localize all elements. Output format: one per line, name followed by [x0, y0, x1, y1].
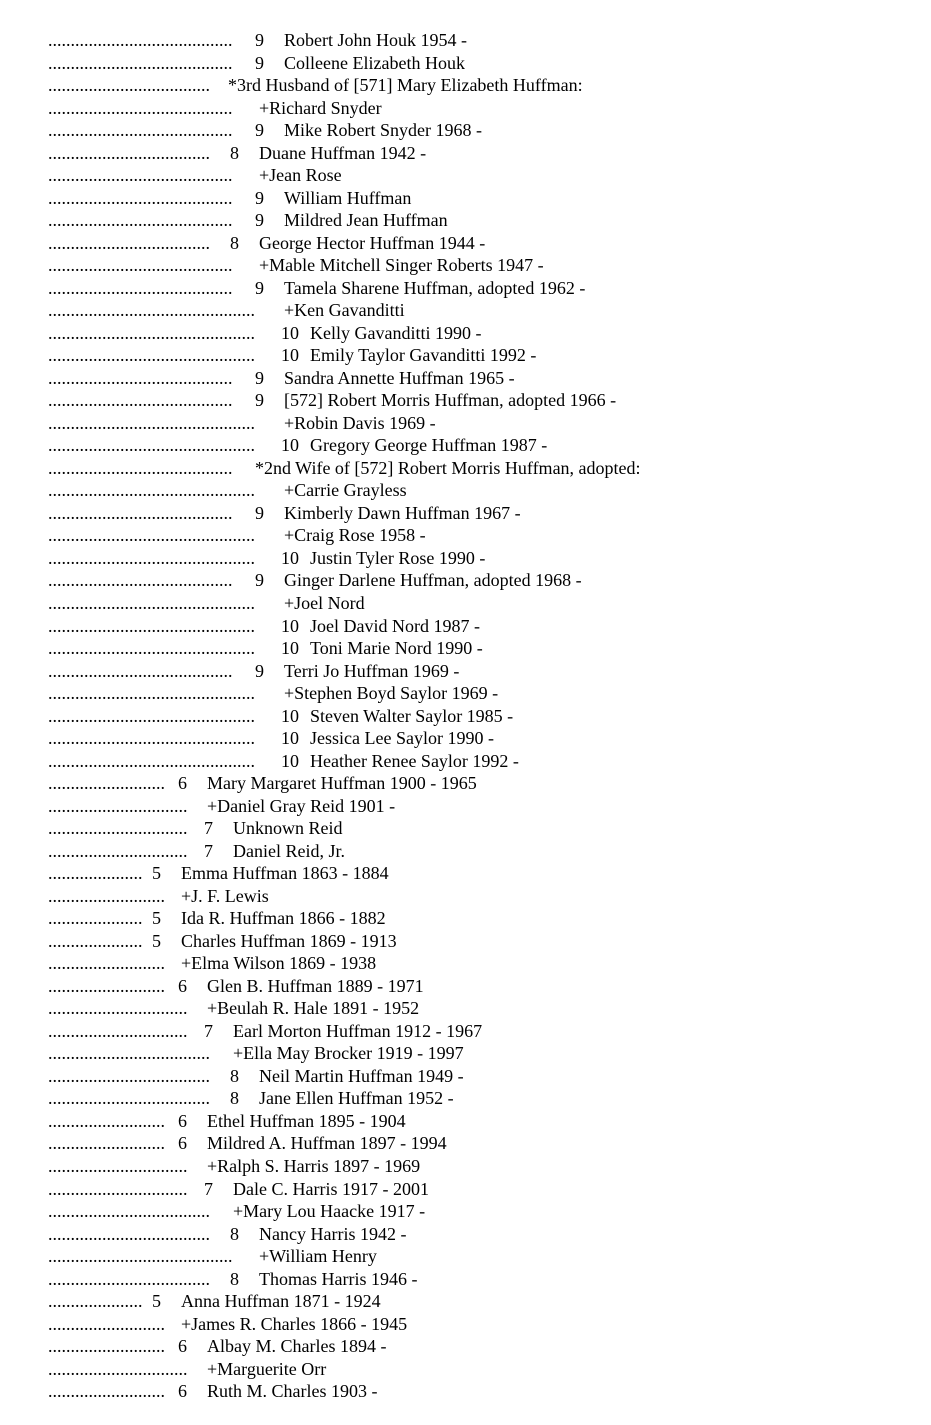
generation-number: 6 — [178, 1133, 187, 1154]
dot-leader: .............................................. — [48, 300, 255, 321]
generation-number: 5 — [152, 930, 161, 951]
spouse-name: +Daniel Gray Reid 1901 - — [207, 795, 396, 816]
spouse-name: +Elma Wilson 1869 - 1938 — [181, 953, 377, 974]
generation-number: 7 — [204, 1020, 213, 1041]
person-name: Heather Renee Saylor 1992 - — [310, 750, 519, 771]
dot-leader: ......................................... — [48, 97, 233, 118]
dot-leader: ..................... — [48, 930, 143, 951]
spouse-name: +Ken Gavanditti — [284, 300, 405, 321]
person-name: Mike Robert Snyder 1968 - — [284, 120, 482, 141]
generation-number: 9 — [255, 660, 264, 681]
spouse-name: +Ralph S. Harris 1897 - 1969 — [207, 1156, 421, 1176]
generation-number: 9 — [255, 52, 264, 73]
person-name: Dale C. Harris 1917 - 2001 — [233, 1178, 429, 1199]
person-name: William Huffman — [284, 187, 412, 208]
dot-leader: .......................... — [48, 1381, 165, 1402]
person-name: Mildred Jean Huffman — [284, 210, 448, 231]
generation-number: 8 — [230, 1268, 239, 1289]
spouse-name: +Beulah R. Hale 1891 - 1952 — [207, 998, 420, 1019]
person-name: Robert John Houk 1954 - — [284, 30, 467, 50]
dot-leader: .................................... — [48, 1043, 210, 1064]
dot-leader: ......................................... — [48, 390, 233, 411]
person-name: Anna Huffman 1871 - 1924 — [181, 1291, 381, 1312]
dot-leader: ......................................... — [48, 187, 233, 208]
generation-number: 10 — [281, 345, 299, 366]
dot-leader: ............................... — [48, 840, 188, 861]
dot-leader: .............................................. — [48, 728, 255, 749]
dot-leader: ......................................... — [48, 660, 233, 681]
person-name: Emily Taylor Gavanditti 1992 - — [310, 345, 537, 366]
dot-leader: .......................... — [48, 1110, 165, 1131]
person-name: Ethel Huffman 1895 - 1904 — [207, 1110, 406, 1131]
dot-leader: .............................................. — [48, 322, 255, 343]
dot-leader: ......................................... — [48, 1246, 233, 1267]
generation-number: 10 — [281, 615, 299, 636]
generation-number: 10 — [281, 547, 299, 568]
generation-number: 10 — [281, 435, 299, 456]
spouse-name: +Richard Snyder — [259, 97, 382, 118]
generation-number: 8 — [230, 1065, 239, 1086]
dot-leader: ............................... — [48, 998, 188, 1019]
dot-leader: .......................... — [48, 975, 165, 996]
dot-leader: .................................... — [48, 1268, 210, 1289]
dot-leader: ......................................... — [48, 277, 233, 298]
generation-number: 10 — [281, 728, 299, 749]
dot-leader: .......................... — [48, 953, 165, 974]
dot-leader: ......................................... — [48, 52, 233, 73]
dot-leader: .......................... — [48, 885, 165, 906]
dot-leader: .......................... — [48, 1313, 165, 1334]
spouse-name: +Joel Nord — [284, 593, 365, 613]
person-name: Daniel Reid, Jr. — [233, 840, 345, 861]
person-name: Earl Morton Huffman 1912 - 1967 — [233, 1020, 483, 1041]
generation-number: 8 — [230, 232, 239, 253]
person-name: Colleene Elizabeth Houk — [284, 52, 465, 73]
generation-number: 8 — [230, 1088, 239, 1109]
dot-leader: .................................... — [48, 1088, 210, 1109]
dot-leader: ............................... — [48, 818, 188, 839]
generation-number: 7 — [204, 840, 213, 861]
person-name: Charles Huffman 1869 - 1913 — [181, 930, 397, 951]
person-name: Gregory George Huffman 1987 - — [310, 435, 548, 456]
dot-leader: .............................................. — [48, 705, 255, 726]
person-name: Neil Martin Huffman 1949 - — [259, 1065, 464, 1086]
person-name: Mildred A. Huffman 1897 - 1994 — [207, 1133, 447, 1154]
generation-number: 6 — [178, 1110, 187, 1131]
person-name: Justin Tyler Rose 1990 - — [310, 547, 486, 568]
generation-number: 9 — [255, 277, 264, 298]
dot-leader: ......................................... — [48, 502, 233, 523]
dot-leader: .............................................. — [48, 615, 255, 636]
generation-number: 5 — [152, 908, 161, 929]
dot-leader: ......................................... — [48, 210, 233, 231]
person-name: Duane Huffman 1942 - — [259, 142, 427, 163]
spouse-name: +Mary Lou Haacke 1917 - — [233, 1201, 426, 1222]
dot-leader: ......................................... — [48, 367, 233, 388]
spouse-name: +William Henry — [259, 1246, 377, 1267]
generation-number: 9 — [255, 390, 264, 411]
spouse-name: +J. F. Lewis — [181, 885, 269, 906]
generation-number: 6 — [178, 975, 187, 996]
relation-note: *2nd Wife of [572] Robert Morris Huffman, adopted: — [255, 457, 641, 478]
person-name: Thomas Harris 1946 - — [259, 1268, 418, 1289]
generation-number: 10 — [281, 705, 299, 726]
dot-leader: ......................................... — [48, 457, 233, 478]
spouse-name: +Stephen Boyd Saylor 1969 - — [284, 683, 499, 704]
generation-number: 10 — [281, 750, 299, 771]
generation-number: 6 — [178, 1381, 187, 1402]
dot-leader: ..................... — [48, 908, 143, 929]
dot-leader: .................................... — [48, 1065, 210, 1086]
person-name: Ginger Darlene Huffman, adopted 1968 - — [284, 570, 582, 591]
dot-leader: ............................... — [48, 1358, 188, 1379]
dot-leader: ......................................... — [48, 165, 233, 186]
generation-number: 8 — [230, 1223, 239, 1244]
person-name: Jessica Lee Saylor 1990 - — [310, 728, 494, 749]
person-name: George Hector Huffman 1944 - — [259, 232, 486, 253]
person-name: Tamela Sharene Huffman, adopted 1962 - — [284, 277, 586, 298]
generation-number: 6 — [178, 773, 187, 794]
person-name: Sandra Annette Huffman 1965 - — [284, 367, 515, 388]
person-name: Emma Huffman 1863 - 1884 — [181, 863, 389, 884]
spouse-name: +Jean Rose — [259, 165, 342, 186]
dot-leader: .......................... — [48, 773, 165, 794]
spouse-name: +Ella May Brocker 1919 - 1997 — [233, 1043, 464, 1064]
dot-leader: .......................... — [48, 1336, 165, 1357]
person-name: Jane Ellen Huffman 1952 - — [259, 1088, 454, 1109]
dot-leader: ......................................... — [48, 255, 233, 276]
person-name: Glen B. Huffman 1889 - 1971 — [207, 975, 424, 996]
dot-leader: .............................................. — [48, 638, 255, 659]
dot-leader: .................................... — [48, 1201, 210, 1222]
generation-number: 9 — [255, 570, 264, 591]
person-name: [572] Robert Morris Huffman, adopted 1966 - — [284, 390, 617, 411]
relation-note: *3rd Husband of [571] Mary Elizabeth Huffman: — [228, 75, 583, 96]
generation-number: 9 — [255, 502, 264, 523]
generation-number: 5 — [152, 1291, 161, 1312]
spouse-name: +Carrie Grayless — [284, 480, 407, 501]
generation-number: 7 — [204, 818, 213, 839]
person-name: Mary Margaret Huffman 1900 - 1965 — [207, 773, 477, 794]
person-name: Kimberly Dawn Huffman 1967 - — [284, 502, 521, 523]
dot-leader: ............................... — [48, 795, 188, 816]
dot-leader: .................................... — [48, 142, 210, 163]
generation-number: 9 — [255, 367, 264, 388]
generation-number: 10 — [281, 638, 299, 659]
spouse-name: +Marguerite Orr — [207, 1358, 327, 1379]
dot-leader: ............................... — [48, 1020, 188, 1041]
dot-leader: ......................................... — [48, 570, 233, 591]
generation-number: 7 — [204, 1178, 213, 1199]
dot-leader: ..................... — [48, 1291, 143, 1312]
dot-leader: ......................................... — [48, 30, 233, 50]
dot-leader: .................................... — [48, 1223, 210, 1244]
person-name: Toni Marie Nord 1990 - — [310, 638, 483, 659]
dot-leader: ............................... — [48, 1156, 188, 1176]
person-name: Steven Walter Saylor 1985 - — [310, 705, 514, 726]
person-name: Unknown Reid — [233, 818, 343, 839]
dot-leader: ..................... — [48, 863, 143, 884]
dot-leader: .............................................. — [48, 412, 255, 433]
generation-number: 10 — [281, 322, 299, 343]
spouse-name: +James R. Charles 1866 - 1945 — [181, 1313, 408, 1334]
generation-number: 9 — [255, 210, 264, 231]
dot-leader: .............................................. — [48, 480, 255, 501]
person-name: Terri Jo Huffman 1969 - — [284, 660, 460, 681]
dot-leader: .......................... — [48, 1133, 165, 1154]
person-name: Ruth M. Charles 1903 - — [207, 1381, 378, 1402]
generation-number: 5 — [152, 863, 161, 884]
dot-leader: .................................... — [48, 232, 210, 253]
generation-number: 9 — [255, 187, 264, 208]
dot-leader: ............................... — [48, 1178, 188, 1199]
dot-leader: .............................................. — [48, 547, 255, 568]
dot-leader: .............................................. — [48, 525, 255, 546]
dot-leader: .............................................. — [48, 435, 255, 456]
dot-leader: .............................................. — [48, 750, 255, 771]
person-name: Joel David Nord 1987 - — [310, 615, 480, 636]
dot-leader: .................................... — [48, 75, 210, 96]
generation-number: 8 — [230, 142, 239, 163]
person-name: Nancy Harris 1942 - — [259, 1223, 407, 1244]
generation-number: 6 — [178, 1336, 187, 1357]
generation-number: 9 — [255, 30, 264, 50]
generation-number: 9 — [255, 120, 264, 141]
spouse-name: +Robin Davis 1969 - — [284, 412, 436, 433]
dot-leader: .............................................. — [48, 345, 255, 366]
person-name: Kelly Gavanditti 1990 - — [310, 322, 482, 343]
person-name: Ida R. Huffman 1866 - 1882 — [181, 908, 386, 929]
spouse-name: +Craig Rose 1958 - — [284, 525, 426, 546]
dot-leader: ......................................... — [48, 120, 233, 141]
spouse-name: +Mable Mitchell Singer Roberts 1947 - — [259, 255, 544, 276]
dot-leader: .............................................. — [48, 593, 255, 613]
dot-leader: .............................................. — [48, 683, 255, 704]
person-name: Albay M. Charles 1894 - — [207, 1336, 387, 1357]
